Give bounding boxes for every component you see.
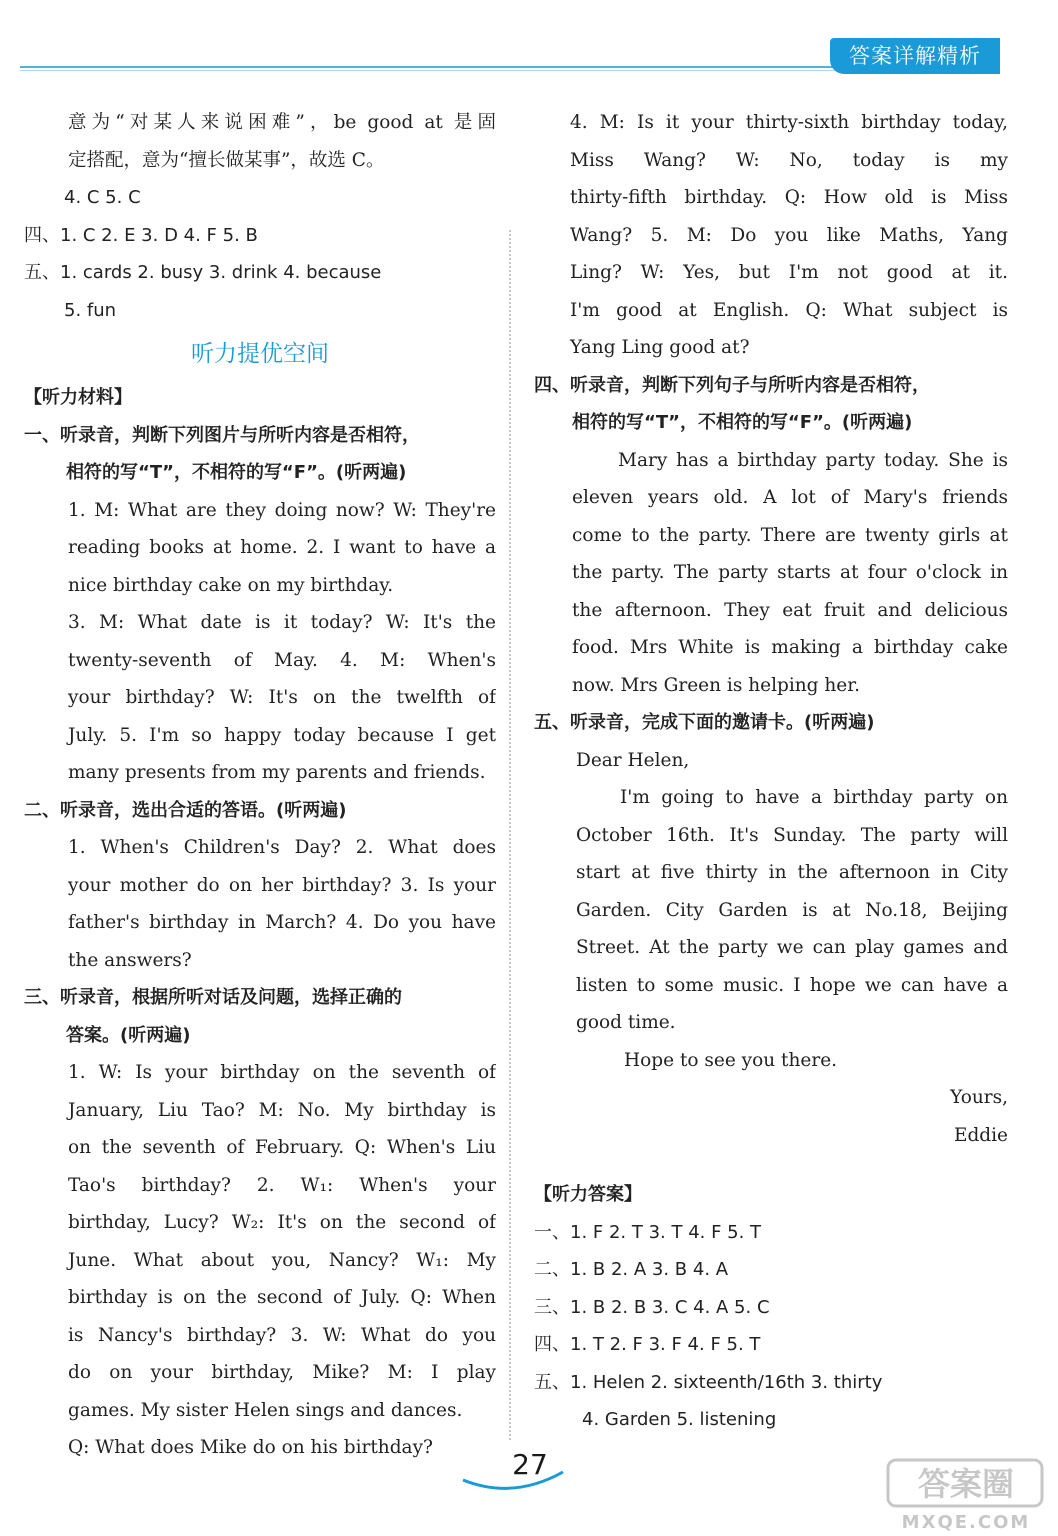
transcript-line: Tao's birthday? 2. W₁: When's your	[68, 1174, 496, 1196]
answer-line: 5. fun	[64, 299, 117, 321]
transcript-line: June. What about you, Nancy? W₁: My	[68, 1249, 496, 1271]
left-column	[24, 104, 496, 1467]
transcript-line: the answers?	[68, 949, 192, 971]
transcript-line: reading books at home. 2. I want to have a	[68, 537, 496, 558]
letter-line: October 16th. It's Sunday. The party will	[576, 824, 1008, 846]
question-heading: 四、听录音，判断下列句子与所听内容是否相符，	[534, 374, 930, 396]
section-title: 听力提优空间	[191, 341, 329, 367]
answer-line: 二、1. B 2. A 3. B 4. A	[534, 1259, 729, 1280]
answers-heading: 【听力答案】	[534, 1184, 642, 1205]
transcript-line: January, Liu Tao? M: No. My birthday is	[68, 1099, 496, 1121]
transcript-line: come to the party. There are twenty girls at	[572, 524, 1008, 546]
letter-signoff: Yours,	[950, 1087, 1008, 1108]
question-heading: 三、听录音，根据所听对话及问题，选择正确的	[24, 987, 402, 1008]
answer-line: 四、1. T 2. F 3. F 4. F 5. T	[534, 1334, 761, 1355]
transcript-line: Wang? 5. M: Do you like Maths, Yang	[570, 224, 1008, 246]
intro-line: 定搭配，意为“擅长做某事”，故选 C。	[68, 149, 385, 171]
transcript-line: 4. M: Is it your thirty-sixth birthday today,	[570, 112, 1008, 133]
transcript-line: your birthday? W: It's on the twelfth of	[68, 687, 496, 708]
question-heading: 五、听录音，完成下面的邀请卡。(听两遍)	[534, 712, 875, 733]
letter-line: Garden. City Garden is at No.18, Beijing	[576, 899, 1008, 921]
transcript-line: 1. M: What are they doing now? W: They're	[68, 499, 496, 521]
transcript-line: Q: What does Mike do on his birthday?	[68, 1437, 433, 1458]
transcript-line: father's birthday in March? 4. Do you have	[68, 912, 496, 933]
transcript-line: I'm good at English. Q: What subject is	[570, 299, 1008, 321]
answer-line: 一、1. F 2. T 3. T 4. F 5. T	[534, 1221, 762, 1243]
answer-line: 四、1. C 2. E 3. D 4. F 5. B	[24, 224, 258, 246]
transcript-line: food. Mrs White is making a birthday cake	[572, 637, 1008, 658]
answer-line: 五、1. cards 2. busy 3. drink 4. because	[24, 262, 382, 283]
transcript-line: your mother do on her birthday? 3. Is your	[68, 874, 496, 896]
intro-line: 意为“对某人来说困难”，be good at 是固	[68, 112, 496, 133]
page-number: 27	[512, 1448, 548, 1481]
letter-line: good time.	[576, 1012, 676, 1033]
watermark-url: MXQE.COM	[901, 1512, 1031, 1532]
question-heading: 相符的写“T”，不相符的写“F”。(听两遍)	[66, 462, 407, 483]
transcript-line: on the seventh of February. Q: When's Liu	[68, 1137, 496, 1158]
transcript-line: Ling? W: Yes, but I'm not good at it.	[570, 262, 1008, 283]
letter-closing: Hope to see you there.	[624, 1049, 838, 1071]
materials-heading: 【听力材料】	[24, 387, 132, 408]
answer-line: 4. C 5. C	[64, 187, 141, 208]
spacer	[534, 1154, 1008, 1176]
transcript-line: 1. W: Is your birthday on the seventh of	[68, 1062, 496, 1083]
transcript-line: 3. M: What date is it today? W: It's the	[68, 612, 496, 633]
column-divider	[509, 230, 511, 1440]
watermark-logo	[886, 1458, 1046, 1532]
header-rule-light	[20, 70, 840, 71]
transcript-line: Mary has a birthday party today. She is	[618, 449, 1008, 471]
letter-line: start at five thirty in the afternoon in City	[576, 862, 1008, 883]
transcript-line: thirty-fifth birthday. Q: How old is Miss	[570, 187, 1008, 208]
answer-line: 三、1. B 2. B 3. C 4. A 5. C	[534, 1296, 770, 1318]
transcript-line: the party. The party starts at four o'clock in	[572, 562, 1008, 583]
transcript-line: July. 5. I'm so happy today because I get	[68, 724, 496, 746]
right-column	[534, 104, 1008, 1439]
page-swoosh-decoration	[458, 1470, 568, 1494]
question-heading: 二、听录音，选出合适的答语。(听两遍)	[24, 799, 347, 821]
letter-line: listen to some music. I hope we can have a	[576, 974, 1008, 996]
answer-line: 4. Garden 5. listening	[582, 1409, 777, 1430]
watermark-title: 答案圈	[917, 1465, 1015, 1503]
transcript-line: Miss Wang? W: No, today is my	[570, 149, 1008, 171]
transcript-line: eleven years old. A lot of Mary's friends	[572, 487, 1008, 508]
letter-line: Street. At the party we can play games and	[576, 937, 1008, 958]
transcript-line: nice birthday cake on my birthday.	[68, 574, 394, 596]
transcript-line: birthday is on the second of July. Q: When	[68, 1287, 496, 1308]
transcript-line: is Nancy's birthday? 3. W: What do you	[68, 1324, 496, 1346]
question-heading: 相符的写“T”，不相符的写“F”。(听两遍)	[572, 412, 913, 433]
transcript-line: do on your birthday, Mike? M: I play	[68, 1362, 496, 1383]
header-rule	[20, 66, 840, 68]
transcript-line: Yang Ling good at?	[570, 337, 750, 358]
letter-greeting: Dear Helen,	[576, 749, 690, 771]
transcript-line: the afternoon. They eat fruit and delicious	[572, 599, 1008, 621]
letter-line: I'm going to have a birthday party on	[620, 787, 1008, 808]
answer-line: 五、1. Helen 2. sixteenth/16th 3. thirty	[534, 1371, 883, 1393]
transcript-line: birthday, Lucy? W₂: It's on the second of	[68, 1212, 496, 1233]
letter-signature: Eddie	[953, 1124, 1008, 1146]
transcript-line: now. Mrs Green is helping her.	[572, 674, 860, 696]
question-heading: 答案。(听两遍)	[66, 1024, 191, 1046]
question-heading: 一、听录音，判断下列图片与所听内容是否相符，	[24, 424, 420, 446]
transcript-line: 1. When's Children's Day? 2. What does	[68, 837, 496, 858]
transcript-line: games. My sister Helen sings and dances.	[68, 1399, 463, 1421]
header-tab: 答案详解精析	[830, 38, 1000, 74]
transcript-line: many presents from my parents and friends.	[68, 762, 486, 783]
transcript-line: twenty-seventh of May. 4. M: When's	[68, 649, 496, 671]
